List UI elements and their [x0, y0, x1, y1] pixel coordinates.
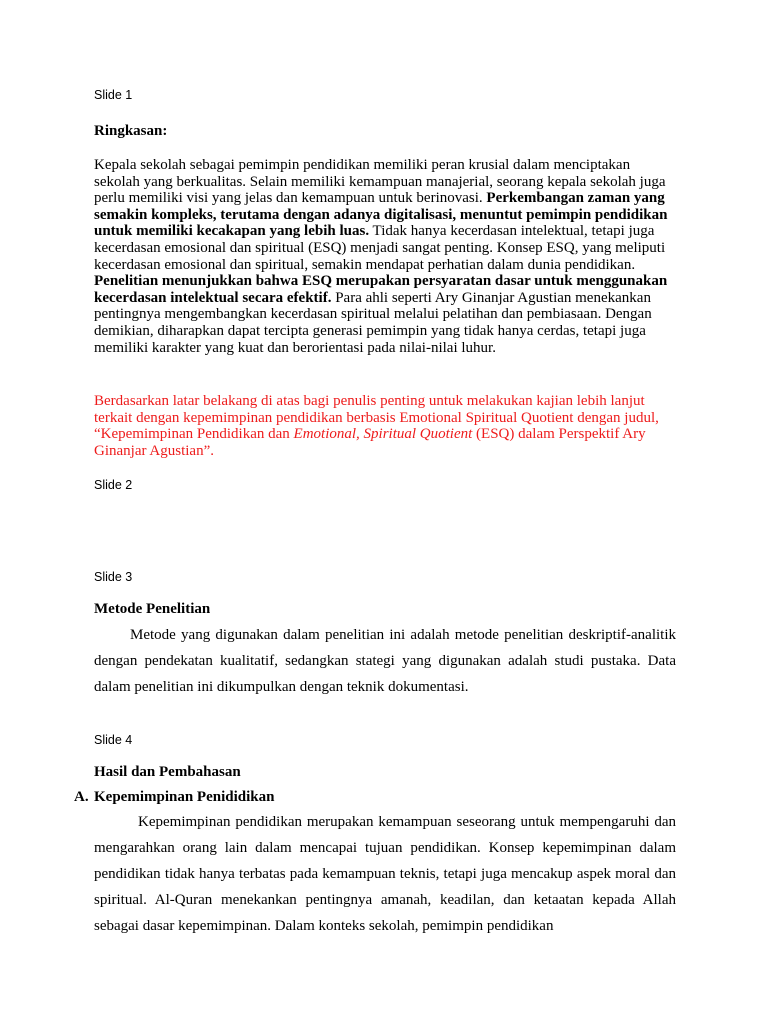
method-paragraph: Metode yang digunakan dalam penelitian ini adalah metode penelitian deskriptif-analitik dengan pendekatan kualitatif, sedangkan stategi yang digunakan adalah studi pustaka. Data dalam penelitian ini dikumpulkan dengan teknik dokumentasi.	[94, 627, 676, 695]
leadership-paragraph: Kepemimpinan pendidikan merupakan kemampuan seseorang untuk mempengaruhi dan mengarahkan orang lain dalam mencapai tujuan pendidikan. Konsep kepemimpinan dalam pendidikan tidak hanya terbatas pada kemampuan teknis, tetapi juga mencakup aspek moral dan spiritual. Al-Quran menekankan pentingnya amanah, keadilan, dan ketaatan kepada Allah sebagai dasar kepemimpinan. Dalam konteks sekolah, pemimpin pendidikan	[94, 814, 676, 934]
slide-4-label: Slide 4	[94, 733, 133, 747]
summary-text-1: Kepala sekolah sebagai pemimpin pendidikan memiliki peran krusial dalam menciptakan sekolah yang berkualitas. Selain memiliki kemampuan manajerial, seorang kepala sekolah juga perlu memiliki visi yang jelas dan kemampuan untuk berinovasi.	[94, 157, 666, 207]
results-heading: Hasil dan Pembahasan	[94, 764, 241, 780]
summary-bold-1: Perkembangan zaman yang semakin kompleks, terutama dengan adanya digitalisasi, menuntut pemimpin pendidikan untuk memiliki kecakapan yang lebih luas.	[94, 190, 668, 240]
research-purpose-paragraph	[94, 393, 676, 459]
summary-paragraph	[94, 157, 676, 356]
summary-bold-2: Penelitian menunjukkan bahwa ESQ merupakan persyaratan dasar untuk menggunakan kecerdasan intelektual secara efektif.	[94, 273, 668, 306]
method-heading: Metode Penelitian	[94, 601, 211, 617]
slide-3-label: Slide 3	[94, 570, 133, 584]
purpose-text-2: (ESQ) dalam Perspektif Ary Ginanjar Agustian”.	[94, 426, 646, 459]
slide-1-label: Slide 1	[94, 88, 133, 102]
summary-heading: Ringkasan:	[94, 123, 168, 139]
list-marker: A.	[74, 789, 89, 805]
purpose-text-1: Berdasarkan latar belakang di atas bagi penulis penting untuk melakukan kajian lebih lanjut terkait dengan kepemimpinan pendidikan berbasis Emotional Spiritual Quotient dengan judul, “Kepemimpinan Pendidikan dan	[94, 393, 659, 443]
summary-text-3: Para ahli seperti Ary Ginanjar Agustian menekankan pentingnya mengembangkan kecerdasan spiritual melalui pelatihan dan pembiasaan. Dengan demikian, diharapkan dapat tercipta generasi pemimpin yang tidak hanya cerdas, tetapi juga memiliki karakter yang kuat dan berorientasi pada nilai-nilai luhur.	[94, 289, 652, 356]
purpose-italic: Emotional, Spiritual Quotient	[293, 426, 473, 443]
leadership-subheading: Kepemimpinan Penididikan	[94, 789, 275, 805]
slide-2-label: Slide 2	[94, 478, 133, 492]
summary-text-2: Tidak hanya kecerdasan intelektual, tetapi juga kecerdasan emosional dan spiritual (ESQ) menjadi sangat penting. Konsep ESQ, yang meliputi kecerdasan emosional dan spiritual, semakin mendapat perhatian dalam dunia pendidikan.	[94, 223, 666, 273]
